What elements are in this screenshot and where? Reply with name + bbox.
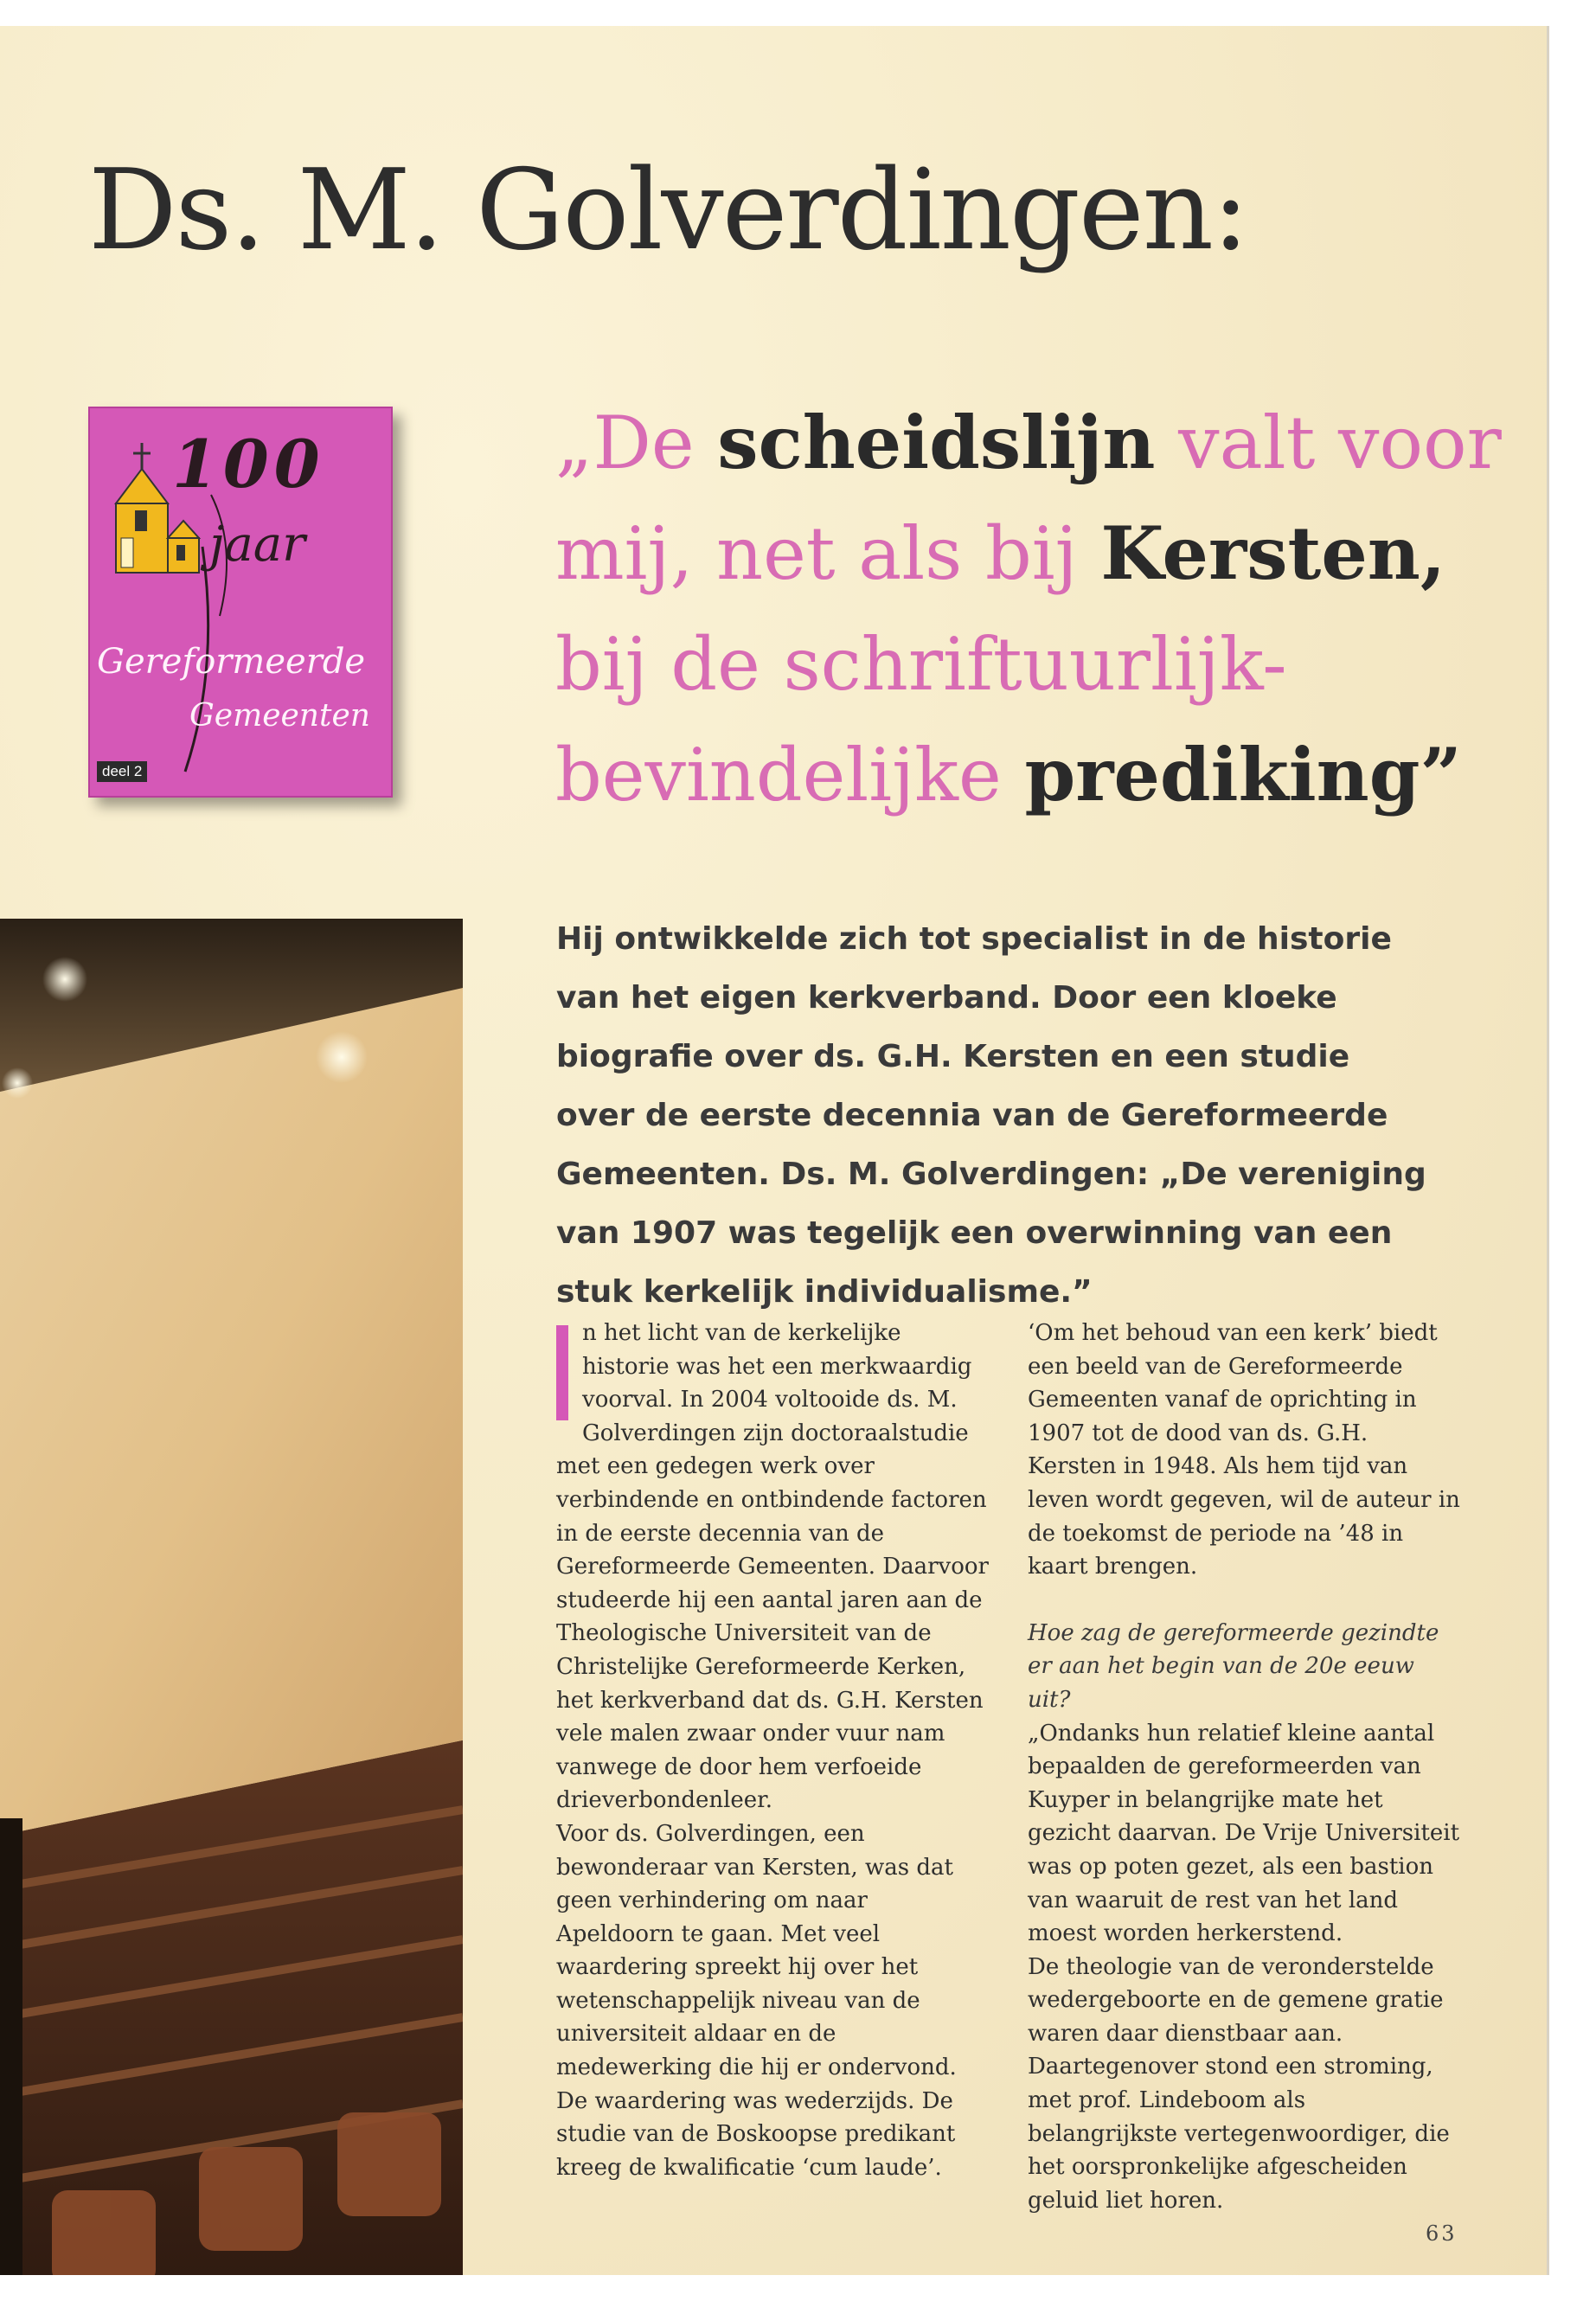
subtitle-part-3: bij de schriftuurlijk-bevindelijke <box>555 622 1287 817</box>
subtitle-part-2: valt voor mij, net als bij <box>555 401 1502 596</box>
cover-jaar: jaar <box>209 516 305 573</box>
article-subtitle-quote <box>555 388 1516 830</box>
article-title: Ds. M. Golverdingen: <box>88 146 1248 275</box>
subtitle-bold-2: Kersten, <box>1100 510 1446 596</box>
column2-paragraph-3: De theologie van de veronderstelde wedergeboorte en de gemene gratie waren daar dienstbaar aan. Daartegenover stond een stroming, met prof. Lindeboom als belangrijkste vertegenwoordiger, die het oorspronkelijke afgescheiden geluid liet horen. <box>1028 1953 1450 2214</box>
column1-paragraph-1 <box>556 1317 989 1817</box>
column1-paragraph-1-text: n het licht van de kerkelijke historie was het een merkwaardig voorval. In 2004 voltooide ds. M. Golverdingen zijn doctoraalstudie met een gedegen werk over verbindende en ontbindende factoren in de eerste decennia van de Gereformeerde Gemeenten. Daarvoor studeerde hij een aantal jaren aan de Theologische Universiteit van de Christelijke Gereformeerde Kerken, het kerkverband dat ds. G.H. Kersten vele malen zwaar onder vuur nam vanwege de door hem verfoeide drieverbondenleer. <box>556 1320 989 1814</box>
page-number: 63 <box>1426 2221 1458 2246</box>
subtitle-part-1: „De <box>555 401 718 485</box>
cover-deel-label: deel 2 <box>97 761 147 782</box>
column2-paragraph-2: „Ondanks hun relatief kleine aantal bepaalden de gereformeerden van Kuyper in belangrijke mate het gezicht daarvan. De Vrije Universiteit was op poten gezet, als een bastion van waaruit de rest van het land moest worden herkerstend. <box>1028 1720 1460 1947</box>
cover-word-2: Gemeenten <box>189 698 370 734</box>
cover-number: 100 <box>172 426 325 503</box>
dropcap-initial <box>556 1325 568 1420</box>
subtitle-bold-3: prediking” <box>1024 732 1462 817</box>
subtitle-bold-1: scheidslijn <box>717 400 1156 485</box>
page-edge <box>1547 26 1549 2275</box>
magazine-page <box>0 26 1548 2275</box>
column2-paragraph-1: ‘Om het behoud van een kerk’ biedt een beeld van de Gereformeerde Gemeenten vanaf de oprichting in 1907 tot de dood van ds. G.H. Kersten in 1948. Als hem tijd van leven wordt gegeven, wil de auteur in de toekomst de periode na ’48 in kaart brengen. <box>1028 1320 1460 1580</box>
text-column-1 <box>556 1317 989 2184</box>
column1-paragraph-2: Voor ds. Golverdingen, een bewonderaar van Kersten, was dat geen verhindering om naar Apeldoorn te gaan. Met veel waardering spreekt hij over het wetenschappelijk niveau van de universiteit aldaar en de medewerking die hij er ondervond. De waardering was wederzijds. De studie van de Boskoopse predikant kreeg de kwalificatie ‘cum laude’. <box>556 1820 957 2181</box>
auditorium-photo <box>0 919 463 2275</box>
text-column-2 <box>1028 1317 1460 2217</box>
article-lead: Hij ontwikkelde zich tot specialist in de historie van het eigen kerkverband. Door een kloeke biografie over ds. G.H. Kersten en een studie over de eerste decennia van de Gereformeerde Gemeenten. Ds. M. Golverdingen: „De vereniging van 1907 was tegelijk een overwinning van een stuk kerkelijk individualisme.” <box>556 921 1426 1310</box>
paragraph-gap <box>1028 1584 1460 1617</box>
cover-word-1: Gereformeerde <box>97 642 366 682</box>
book-cover-image <box>88 407 393 798</box>
interview-question: Hoe zag de gereformeerde gezindte er aan het begin van de 20e eeuw uit? <box>1028 1619 1439 1713</box>
